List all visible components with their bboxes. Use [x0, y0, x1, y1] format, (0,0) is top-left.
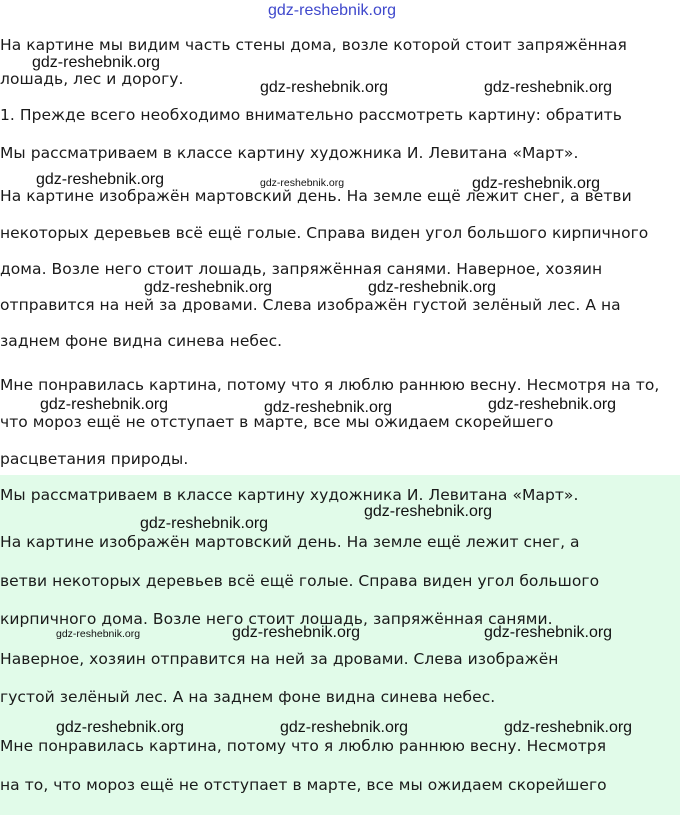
intro-line: 1. Прежде всего необходимо внимательно рассмотреть картину: обратить — [0, 106, 622, 124]
essay1-line: На картине изображён мартовский день. На земле ещё лежит снег, а ветви — [0, 187, 632, 205]
watermark: gdz-reshebnik.org — [260, 177, 345, 189]
watermark: gdz-reshebnik.org — [40, 396, 169, 413]
watermark: gdz-reshebnik.org — [140, 515, 269, 532]
essay2-line: Мы рассматриваем в классе картину художника И. Левитана «Март». — [0, 486, 579, 504]
watermark: gdz-reshebnik.org — [232, 624, 361, 641]
essay2-line: на то, что мороз ещё не отступает в марте, все мы ожидаем скорейшего — [0, 776, 607, 794]
watermark: gdz-reshebnik.org — [484, 79, 613, 96]
essay1-line: отправится на ней за дровами. Слева изображён густой зелёный лес. А на — [0, 296, 621, 314]
watermark: gdz-reshebnik.org — [260, 79, 389, 96]
watermark: gdz-reshebnik.org — [484, 624, 613, 641]
essay1-line: что мороз ещё не отступает в марте, все мы ожидаем скорейшего — [0, 413, 554, 431]
essay2-line: Мне понравилась картина, потому что я люблю раннюю весну. Несмотря — [0, 737, 607, 755]
essay1-line: некоторых деревьев всё ещё голые. Справа виден угол большого кирпичного — [0, 224, 649, 242]
watermark: gdz-reshebnik.org — [32, 54, 161, 71]
watermark: gdz-reshebnik.org — [368, 279, 497, 296]
essay2-line: Наверное, хозяин отправится на ней за дровами. Слева изображён — [0, 650, 559, 668]
essay2-line: На картине изображён мартовский день. На земле ещё лежит снег, а — [0, 533, 580, 551]
watermark: gdz-reshebnik.org — [56, 628, 141, 640]
watermark: gdz-reshebnik.org — [144, 279, 273, 296]
intro-line: На картине мы видим часть стены дома, возле которой стоит запряжённая — [0, 36, 627, 54]
watermark: gdz-reshebnik.org — [56, 719, 185, 736]
essay2-line: ветви некоторых деревьев всё ещё голые. Справа виден угол большого — [0, 572, 600, 590]
essay1-line: Мы рассматриваем в классе картину художника И. Левитана «Март». — [0, 144, 579, 162]
essay2-line: густой зелёный лес. А на заднем фоне видна синева небес. — [0, 688, 496, 706]
header-watermark: gdz-reshebnik.org — [268, 2, 397, 19]
intro-line: лошадь, лес и дорогу. — [0, 70, 184, 88]
essay2-line: кирпичного дома. Возле него стоит лошадь, запряжённая санями. — [0, 610, 553, 628]
watermark: gdz-reshebnik.org — [264, 399, 393, 416]
essay1-line: заднем фоне видна синева небес. — [0, 332, 283, 350]
watermark: gdz-reshebnik.org — [36, 171, 165, 188]
essay1-line: дома. Возле него стоит лошадь, запряжённая санями. Наверное, хозяин — [0, 260, 603, 278]
watermark: gdz-reshebnik.org — [280, 719, 409, 736]
watermark: gdz-reshebnik.org — [504, 719, 633, 736]
essay1-line: расцветания природы. — [0, 450, 189, 468]
watermark: gdz-reshebnik.org — [488, 396, 617, 413]
watermark: gdz-reshebnik.org — [472, 175, 601, 192]
watermark: gdz-reshebnik.org — [364, 503, 493, 520]
essay1-line: Мне понравилась картина, потому что я люблю раннюю весну. Несмотря на то, — [0, 376, 660, 394]
highlighted-answer-block — [0, 475, 680, 815]
